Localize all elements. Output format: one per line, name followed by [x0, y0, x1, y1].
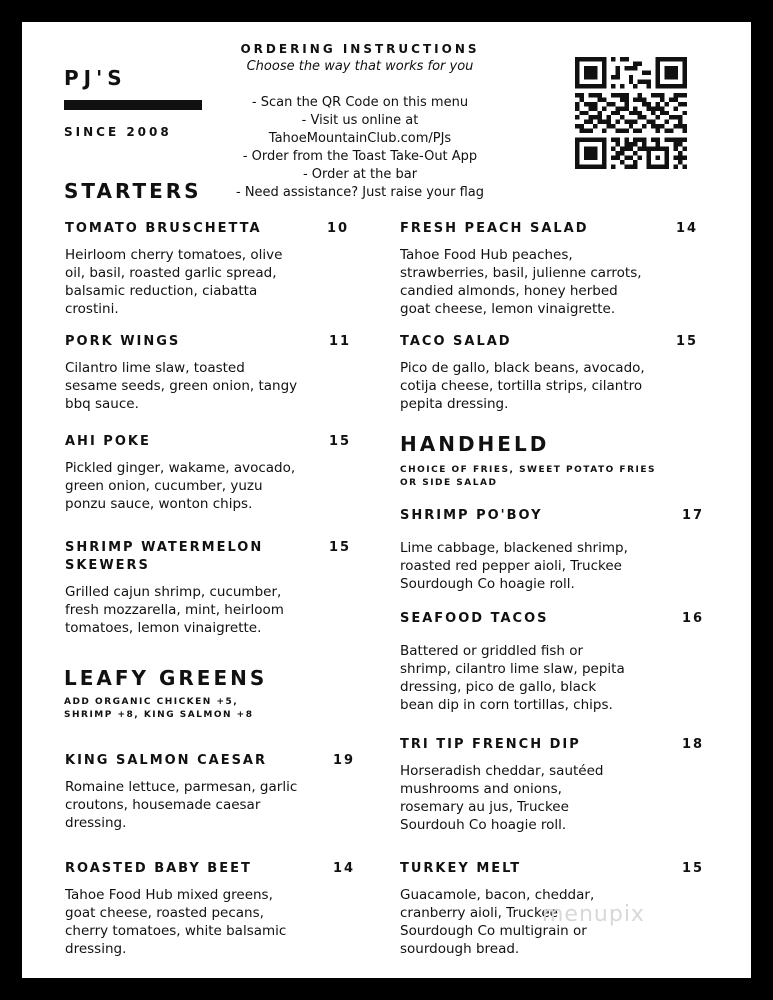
menu-item-fresh-peach-salad[interactable]: [400, 220, 710, 318]
desc-line: bean dip in corn tortillas, chips.: [400, 697, 613, 713]
desc-line: candied almonds, honey herbed: [400, 283, 618, 299]
menu-page: [22, 22, 751, 978]
desc-line: Romaine lettuce, parmesan, garlic: [65, 779, 298, 795]
menu-item-shrimp-po-boy[interactable]: [400, 507, 710, 593]
item-name: TURKEY MELT: [400, 861, 522, 876]
item-price: 18: [682, 737, 705, 752]
menu-item-king-salmon-caesar[interactable]: [65, 752, 365, 832]
item-name: TACO SALAD: [400, 334, 512, 349]
item-price: 14: [676, 221, 699, 236]
desc-line: oil, basil, roasted garlic spread,: [65, 265, 277, 281]
watermark: menupix: [542, 902, 645, 927]
desc-line: strawberries, basil, julienne carrots,: [400, 265, 642, 281]
section-title-leafy-greens: LEAFY GREENS: [64, 666, 268, 690]
item-name: KING SALMON CAESAR: [65, 753, 268, 768]
menu-item-tomato-bruschetta[interactable]: [65, 220, 355, 318]
desc-line: Grilled cajun shrimp, cucumber,: [65, 584, 282, 600]
desc-line: rosemary au jus, Truckee: [400, 799, 569, 815]
desc-line: Pickled ginger, wakame, avocado,: [65, 460, 296, 476]
item-name: FRESH PEACH SALAD: [400, 221, 589, 236]
item-name: AHI POKE: [65, 434, 151, 449]
item-description: [65, 583, 355, 637]
menu-item-seafood-tacos[interactable]: [400, 610, 710, 714]
desc-line: goat cheese, roasted pecans,: [65, 905, 264, 921]
instructions-title: ORDERING INSTRUCTIONS: [240, 42, 480, 56]
leafy-greens-note: [64, 696, 253, 722]
desc-line: mushrooms and onions,: [400, 781, 562, 797]
menu-item-pork-wings[interactable]: [65, 333, 355, 413]
section-title-handheld: HANDHELD: [400, 432, 550, 456]
menu-item-shrimp-watermelon-skewers[interactable]: [65, 539, 355, 637]
desc-line: croutons, housemade caesar: [65, 797, 261, 813]
desc-line: Guacamole, bacon, cheddar,: [400, 887, 595, 903]
note-line: ADD ORGANIC CHICKEN +5,: [64, 697, 239, 707]
desc-line: sesame seeds, green onion, tangy: [65, 378, 298, 394]
instruction-line: - Order from the Toast Take-Out App: [242, 149, 478, 164]
desc-line: dressing.: [65, 815, 127, 831]
item-name: TOMATO BRUSCHETTA: [65, 221, 262, 236]
desc-line: Cilantro lime slaw, toasted: [65, 360, 245, 376]
desc-line: Sourdough Co multigrain or: [400, 923, 587, 939]
qr-code-icon[interactable]: [575, 57, 687, 169]
item-description: [65, 246, 355, 318]
instruction-line: - Visit us online at: [301, 113, 419, 128]
item-price: 16: [682, 611, 705, 626]
item-name: ROASTED BABY BEET: [65, 861, 252, 876]
desc-line: green onion, cucumber, yuzu: [65, 478, 263, 494]
desc-line: goat cheese, lemon vinaigrette.: [400, 301, 616, 317]
desc-line: cranberry aioli, Truckee: [400, 905, 558, 921]
item-price: 15: [676, 334, 699, 349]
item-description: [65, 359, 355, 413]
desc-line: roasted red pepper aioli, Truckee: [400, 558, 622, 574]
item-price: 11: [329, 334, 352, 349]
instructions-subtitle: Choose the way that works for you: [246, 59, 474, 74]
brand-name: PJ'S: [64, 66, 127, 90]
menu-item-tri-tip-french-dip[interactable]: [400, 736, 710, 834]
desc-line: dressing.: [65, 941, 127, 957]
item-description: [65, 778, 365, 832]
item-description: [400, 762, 710, 834]
item-price: 15: [329, 434, 352, 449]
desc-line: shrimp, cilantro lime slaw, pepita: [400, 661, 625, 677]
desc-line: balsamic reduction, ciabatta: [65, 283, 258, 299]
desc-line: Pico de gallo, black beans, avocado,: [400, 360, 645, 376]
desc-line: Tahoe Food Hub peaches,: [400, 247, 573, 263]
desc-line: Sourdough Co hoagie roll.: [400, 576, 575, 592]
desc-line: pepita dressing.: [400, 396, 509, 412]
instruction-line: - Need assistance? Just raise your flag: [236, 185, 484, 200]
desc-line: Sourdouh Co hoagie roll.: [400, 817, 567, 833]
menu-item-roasted-baby-beet[interactable]: [65, 860, 365, 958]
desc-line: sourdough bread.: [400, 941, 520, 957]
item-description: [65, 886, 365, 958]
handheld-note: [400, 464, 656, 490]
desc-line: cotija cheese, tortilla strips, cilantro: [400, 378, 643, 394]
section-title-starters: STARTERS: [64, 179, 202, 203]
item-name: SEAFOOD TACOS: [400, 611, 549, 626]
menu-item-ahi-poke[interactable]: [65, 433, 355, 513]
ordering-instructions: [212, 40, 508, 202]
item-name: SHRIMP WATERMELON: [65, 540, 264, 555]
item-name: PORK WINGS: [65, 334, 181, 349]
instruction-line: - Order at the bar: [302, 167, 418, 182]
item-description: [65, 459, 355, 513]
note-line: OR SIDE SALAD: [400, 478, 498, 488]
note-line: SHRIMP +8, KING SALMON +8: [64, 710, 254, 720]
item-price: 15: [329, 540, 352, 555]
desc-line: Tahoe Food Hub mixed greens,: [65, 887, 273, 903]
item-price: 19: [333, 753, 356, 768]
desc-line: Battered or griddled fish or: [400, 643, 584, 659]
item-description: [400, 642, 710, 714]
item-price: 17: [682, 508, 705, 523]
item-price: 10: [327, 221, 350, 236]
desc-line: bbq sauce.: [65, 396, 139, 412]
item-description: [400, 246, 710, 318]
desc-line: tomatoes, lemon vinaigrette.: [65, 620, 262, 636]
item-description: [400, 359, 710, 413]
desc-line: Lime cabbage, blackened shrimp,: [400, 540, 628, 556]
item-description: [400, 539, 710, 593]
brand-bar: [64, 100, 202, 110]
item-name: SHRIMP PO'BOY: [400, 508, 543, 523]
desc-line: crostini.: [65, 301, 119, 317]
desc-line: cherry tomatoes, white balsamic: [65, 923, 287, 939]
instruction-line: TahoeMountainClub.com/PJs: [268, 131, 452, 146]
desc-line: Horseradish cheddar, sautéed: [400, 763, 604, 779]
item-price: 15: [682, 861, 705, 876]
item-name: SKEWERS: [65, 558, 150, 573]
menu-item-taco-salad[interactable]: [400, 333, 710, 413]
instruction-line: - Scan the QR Code on this menu: [251, 95, 469, 110]
note-line: CHOICE OF FRIES, SWEET POTATO FRIES: [400, 465, 656, 475]
desc-line: fresh mozzarella, mint, heirloom: [65, 602, 284, 618]
item-name: TRI TIP FRENCH DIP: [400, 737, 581, 752]
since-label: SINCE 2008: [64, 125, 172, 139]
desc-line: ponzu sauce, wonton chips.: [65, 496, 253, 512]
desc-line: dressing, pico de gallo, black: [400, 679, 597, 695]
desc-line: Heirloom cherry tomatoes, olive: [65, 247, 283, 263]
item-price: 14: [333, 861, 356, 876]
